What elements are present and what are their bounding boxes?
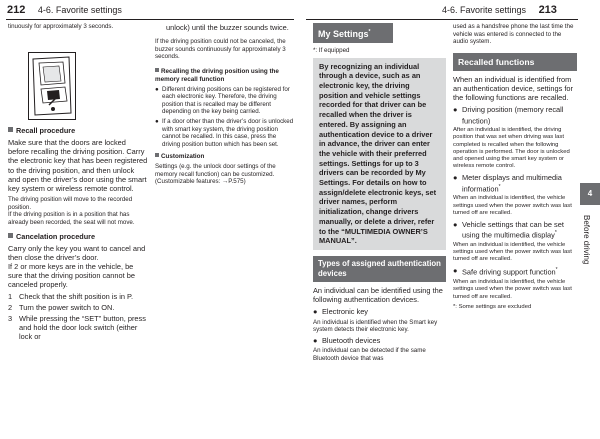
continued-text: tinuously for approximately 3 seconds.	[8, 23, 114, 30]
square-bullet-icon	[8, 233, 13, 238]
footnote: *: Some settings are excluded	[453, 303, 532, 310]
memory-recall-heading: Recalling the driving position using the memory recall function	[155, 67, 279, 83]
recalled-item-2: ● Meter displays and multimedia information*	[453, 173, 562, 194]
right-section-title: 4-6. Favorite settings	[442, 5, 527, 15]
recalled-functions-heading: Recalled functions	[453, 53, 577, 71]
recalled-item-2-note: When an individual is identified, the vehicle settings used when the power switch was last turned off are recalled.	[453, 195, 572, 216]
column-1	[8, 23, 148, 31]
chapter-tab-label: Before driving	[582, 215, 591, 265]
memory-recall-bullet-2: ● If a door other than the driver’s door is unlocked with smart key system, the driving position cannot be recalled. In this case, press the driving position button which has been set.	[155, 117, 294, 148]
electronic-key-note: An individual is identified when the Smart key system detects their electronic key.	[313, 318, 438, 334]
customization-heading: Customization	[155, 153, 295, 161]
door-switch-illustration	[28, 52, 76, 120]
recalled-item-4: ● Safe driving support function*	[453, 266, 558, 277]
cancel-failure-text: If the driving position could not be canceled, the buzzer sounds continuously for approximately 3 seconds.	[155, 38, 286, 61]
square-bullet-icon	[155, 68, 159, 72]
recall-procedure-heading: Recall procedure	[8, 126, 148, 135]
step-2: 2 Turn the power switch to ON.	[8, 302, 115, 312]
bluetooth-note: An individual can be detected if the same Bluetooth device that was	[313, 346, 426, 362]
recall-note-2: If the driving position is in a position that has already been recorded, the seat will not move.	[8, 211, 135, 226]
square-bullet-icon	[8, 127, 13, 132]
continued-step-text: unlock) until the buzzer sounds twice.	[166, 23, 289, 32]
my-settings-title: My Settings*	[313, 23, 393, 43]
cancel-text-1: Carry only the key you want to cancel and then close the driver’s door.	[8, 243, 146, 262]
recalled-item-3-note: When an individual is identified, the vehicle settings used when the power switch was last turned off are recalled.	[453, 241, 572, 263]
device-bluetooth: ● Bluetooth devices	[313, 335, 381, 345]
cancelation-procedure-heading: Cancelation procedure	[8, 232, 148, 241]
right-header	[442, 4, 557, 18]
device-electronic-key: ● Electronic key	[313, 307, 369, 317]
left-section-title: 4-6. Favorite settings	[37, 5, 122, 15]
left-header-rule	[6, 19, 294, 20]
recalled-item-4-note: When an individual is identified, the vehicle settings used when the power switch was last turned off are recalled.	[453, 279, 572, 300]
types-text: An individual can be identified using the following authentication devices.	[313, 285, 443, 305]
recalled-functions-text: When an individual is identified from an authentication device, settings for the following functions are recalled.	[453, 74, 573, 103]
my-settings-summary-box: By recognizing an individual through a device, such as an electronic key, the driving position and vehicle settings recorded for that driver can be recalled when the driver is entered. By assigning an authentication device to a driver in advance, the driver can enter the vehicle with their preferred settings. Settings for up to 3 drivers can be recorded by My Settings. For details on how to assign/delete electronic keys, set driver names, perform initialization, change drivers manually, or delete a driver, refer to the “MULTIMEDIA OWNER’S MANUAL”.	[313, 58, 446, 250]
if-equipped-note: *: If equipped	[313, 47, 350, 54]
right-page-number: 213	[538, 4, 557, 16]
cancel-text-2: If 2 or more keys are in the vehicle, be sure that the driving position cannot be canceled properly.	[8, 262, 135, 290]
column-4	[453, 23, 577, 311]
right-header-rule	[306, 19, 578, 20]
column-3	[313, 23, 446, 362]
customization-text: Settings (e.g. the unlock door settings of the memory recall function) can be customized. (Customizable features: →P.575)	[155, 163, 276, 186]
left-page-number: 212	[7, 4, 26, 16]
memory-recall-bullet-1: ● Different driving positions can be registered for each electronic key. Therefore, the driving position that is recalled may be different depending on the key being carried.	[155, 85, 290, 116]
step-3: 3 While pressing the “SET” button, press and hold the door lock switch (either lock or	[8, 314, 146, 342]
recalled-item-3: ● Vehicle settings that can be set using the multimedia display*	[453, 219, 564, 240]
chapter-tab[interactable]: 4	[580, 183, 600, 205]
left-header	[7, 4, 122, 18]
bluetooth-note-continued: used as a handsfree phone the last time the vehicle was entered is connected to the audio system.	[453, 23, 574, 46]
step-1: 1 Check that the shift position is in P.	[8, 291, 134, 301]
recalled-item-1-note: After an individual is identified, the driving position that was set when driving was last completed is recalled when the following operation is performed. The door is unlocked and opened using the smart key system or wireless remote control.	[453, 127, 570, 170]
recall-procedure-text: Make sure that the doors are locked before recalling the driving position. Carry the electronic key that has been registered to the driving position, and then unlock and open the driver’s door using the smart key system or wireless remote control.	[8, 138, 148, 194]
square-bullet-icon	[155, 153, 159, 157]
column-2	[155, 23, 295, 186]
types-heading: Types of assigned authentication devices	[313, 256, 446, 282]
recall-note-1: The driving position will move to the recorded position.	[8, 196, 133, 211]
column-1-main	[8, 120, 148, 342]
recalled-item-1: ● Driving position (memory recall function)	[453, 105, 564, 126]
door-panel-icon	[29, 53, 75, 119]
